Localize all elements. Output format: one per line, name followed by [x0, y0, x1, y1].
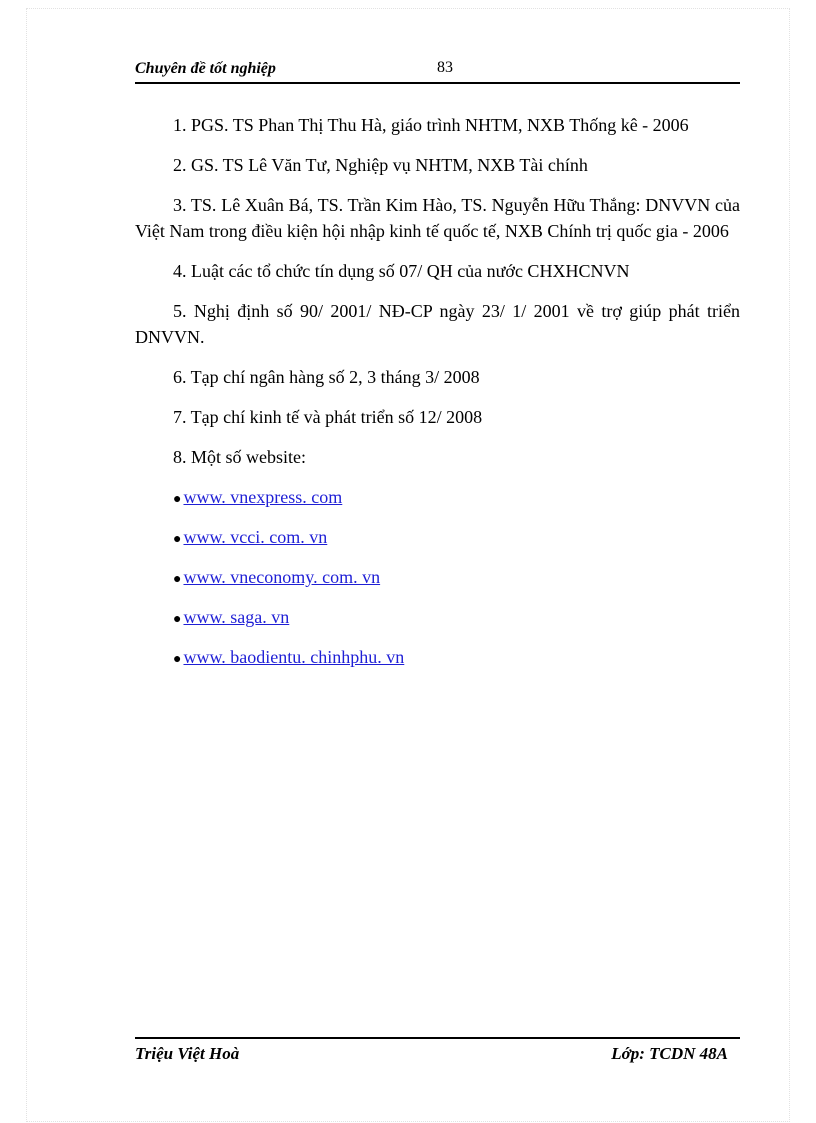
- website-item-3: [135, 564, 740, 593]
- website-item-5: [135, 644, 740, 673]
- header-title: Chuyên đề tốt nghiệp: [135, 60, 276, 77]
- website-link-vnexpress[interactable]: www. vnexpress. com: [183, 487, 343, 507]
- website-link-vneconomy[interactable]: www. vneconomy. com. vn: [183, 567, 381, 587]
- reference-item-8: 8. Một số website:: [173, 447, 306, 467]
- footer-author: Triệu Việt Hoà: [135, 1044, 240, 1063]
- reference-item-7: 7. Tạp chí kinh tế và phát triển số 12/ 2008: [173, 407, 483, 427]
- website-item-4: [135, 604, 740, 633]
- website-item-2: [135, 524, 740, 553]
- bullet-icon: ●: [173, 492, 182, 507]
- footer-class: Lớp: TCDN 48A: [611, 1044, 728, 1063]
- website-link-baodientu[interactable]: www. baodientu. chinhphu. vn: [183, 647, 405, 667]
- website-item-1: [135, 484, 740, 513]
- bullet-icon: ●: [173, 532, 182, 547]
- page-number: 83: [437, 59, 453, 76]
- website-link-saga[interactable]: www. saga. vn: [183, 607, 290, 627]
- page-header: [135, 58, 740, 84]
- reference-item-2: 2. GS. TS Lê Văn Tư, Nghiệp vụ NHTM, NXB Tài chính: [173, 155, 588, 175]
- reference-item-4: 4. Luật các tổ chức tín dụng số 07/ QH của nước CHXHCNVN: [173, 261, 630, 281]
- reference-item-1: 1. PGS. TS Phan Thị Thu Hà, giáo trình NHTM, NXB Thống kê - 2006: [173, 115, 689, 135]
- page-footer: [135, 1037, 740, 1069]
- reference-list: [135, 112, 740, 684]
- reference-item-6: 6. Tạp chí ngân hàng số 2, 3 tháng 3/ 2008: [173, 367, 480, 387]
- bullet-icon: ●: [173, 572, 182, 587]
- bullet-icon: ●: [173, 612, 182, 627]
- reference-item-5: 5. Nghị định số 90/ 2001/ NĐ-CP ngày 23/ 1/ 2001 về trợ giúp phát triển DNVVN.: [135, 301, 740, 347]
- website-link-vcci[interactable]: www. vcci. com. vn: [183, 527, 328, 547]
- reference-item-3: 3. TS. Lê Xuân Bá, TS. Trần Kim Hào, TS. Nguyễn Hữu Thắng: DNVVN của Việt Nam trong điều kiện hội nhập kinh tế quốc tế, NXB Chính trị quốc gia - 2006: [135, 195, 740, 241]
- bullet-icon: ●: [173, 652, 182, 667]
